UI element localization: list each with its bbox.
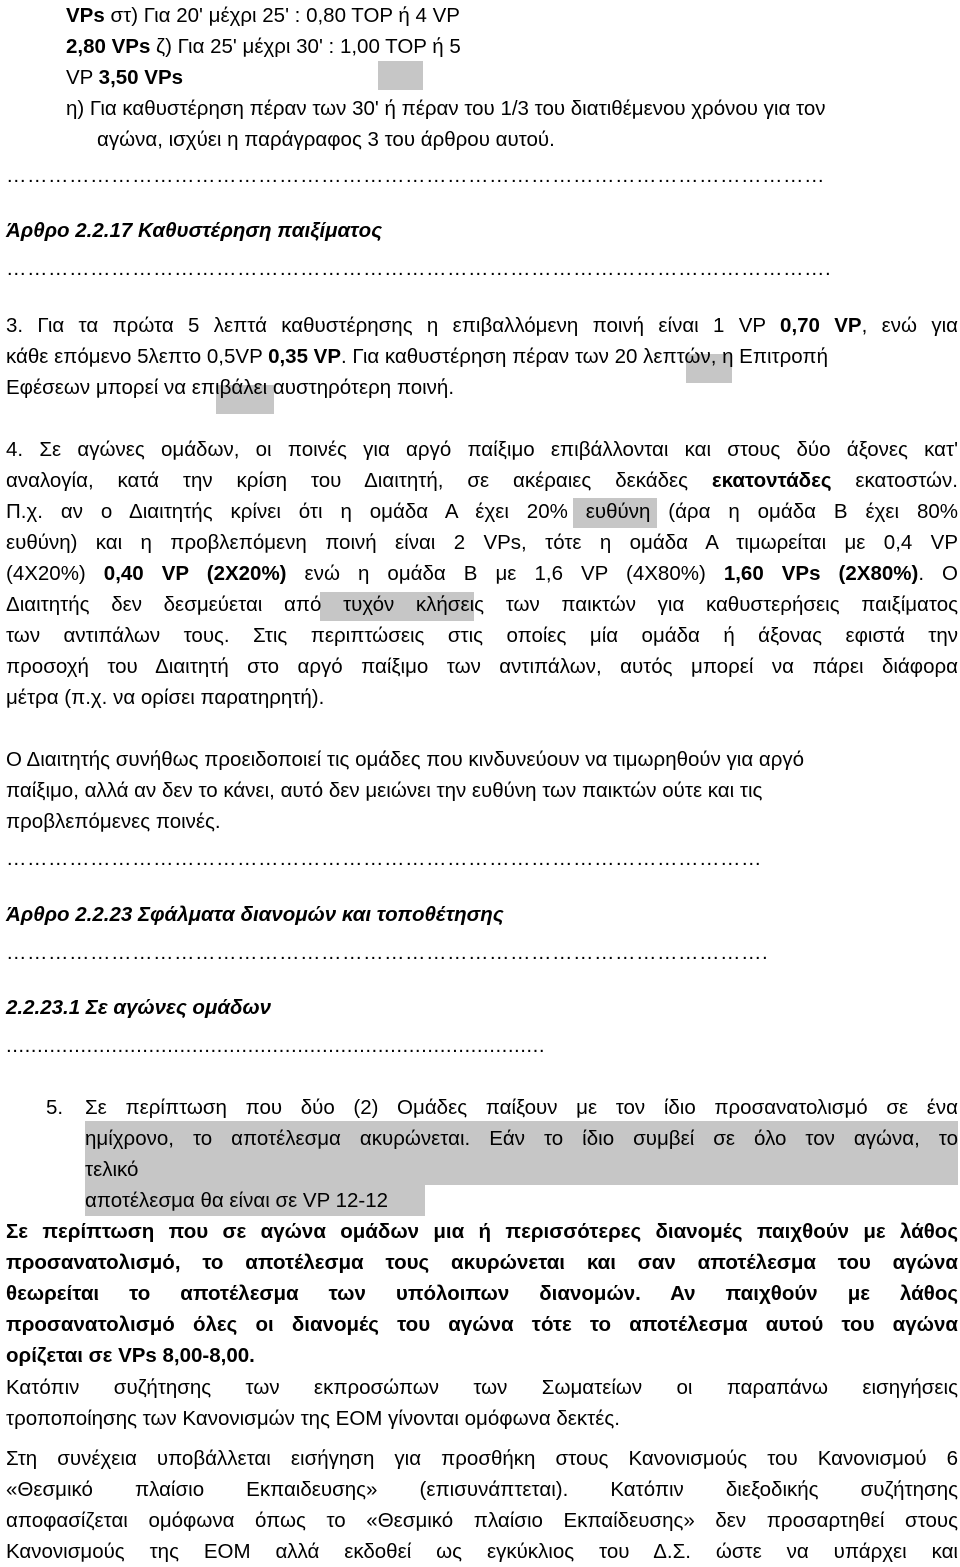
paragraph-4-line-3: Π.χ. αν ο Διαιτητής κρίνει ότι η ομάδα Α έχει 20% ευθύνη (άρα η ομάδα Β έχει 80% [6,500,958,523]
item-5-line-1: Σε περίπτωση που δύο (2) Ομάδες παίξουν με τον ίδιο προσανατολισμό σε ένα [85,1096,958,1119]
paragraph-7-line-1: Στη συνέχεια υποβάλλεται εισήγηση για προσθήκη στους Κανονισμούς του Κανονισμού 6 [6,1447,958,1470]
item-5-line-3: τελικό [85,1158,139,1181]
paragraph-7-line-4: Κανονισμούς της ΕΟΜ αλλά εκδοθεί ως εγκύκλιος του Δ.Σ. ώστε να υπάρχει και [6,1540,958,1563]
dotted-separator: ………………………………………………………………………………………………………. [6,257,832,280]
paragraph-4-line-8: προσοχή του Διαιτητή στο αργό παίξιμο των αντιπάλων, αυτός μπορεί να πάρει διάφορα [6,655,958,678]
paragraph-5-line-1: Ο Διαιτητής συνήθως προειδοποιεί τις ομάδες που κινδυνεύουν να τιμωρηθούν για αργό [6,748,805,771]
dotted-separator: ……………………………………………………………………………………………… [6,847,762,870]
paragraph-7-line-3: αποφασίζεται ομόφωνα όπως το «Θεσμικό πλαίσιο Εκπαίδευσης» δεν προσαρτηθεί στους [6,1509,958,1532]
paragraph-4-line-9: μέτρα (π.χ. να ορίσει παρατηρητή). [6,686,325,709]
paragraph-3-line-3: Εφέσεων μπορεί να επιβάλει αυστηρότερη ποινή. [6,376,455,399]
bold-paragraph-line-5: ορίζεται σε VPs 8,00-8,00. [6,1344,255,1367]
paragraph-6-line-2: τροποποίησης των Κανονισμών της ΕΟΜ γίνονται ομόφωνα δεκτές. [6,1407,620,1430]
article-2-2-23-title: Άρθρο 2.2.23 Σφάλματα διανομών και τοποθέτησης [6,903,504,926]
item-5-number: 5. [46,1096,64,1119]
paragraph-5-line-3: προβλεπόμενες ποινές. [6,810,221,833]
paragraph-5-line-2: παίξιμο, αλλά αν δεν το κάνει, αυτό δεν μειώνει την ευθύνη των παικτών ούτε και τις [6,779,763,802]
dotted-separator: ……………………………………………………………………………………………………… [6,164,825,187]
paragraph-3-line-2: κάθε επόμενο 5λεπτο 0,5VP 0,35 VP. Για καθυστέρηση πέραν των 20 λεπτών, η Επιτροπή [6,345,828,368]
paragraph-4-line-1: 4. Σε αγώνες ομάδων, οι ποινές για αργό παίξιμο επιβάλλονται και στους δύο άξονες κατ' [6,438,958,461]
intro-line-3: VP 3,50 VPs [66,66,184,89]
intro-line-5: αγώνα, ισχύει η παράγραφος 3 του άρθρου αυτού. [97,128,555,151]
intro-line-4: η) Για καθυστέρηση πέραν των 30' ή πέραν του 1/3 του διατιθέμενου χρόνου για τον [66,97,826,120]
paragraph-4-line-5: (4Χ20%) 0,40 VP (2X20%) ενώ η ομάδα Β με 1,6 VP (4X80%) 1,60 VPs (2X80%). Ο [6,562,958,585]
paragraph-4-line-6: Διαιτητής δεν δεσμεύεται από τυχόν κλήσεις των παικτών για καθυστερήσεις παιξίματος [6,593,958,616]
section-2-2-23-1-title: 2.2.23.1 Σε αγώνες ομάδων [6,996,272,1019]
item-5-line-2: ημίχρονο, το αποτέλεσμα ακυρώνεται. Εάν το ίδιο συμβεί σε όλο τον αγώνα, το [85,1127,958,1150]
paragraph-4-line-2: αναλογία, κατά την κρίση του Διαιτητή, σε ακέραιες δεκάδες εκατοντάδες εκατοστών. [6,469,958,492]
intro-line-1: VPs στ) Για 20' μέχρι 25' : 0,80 ΤΟΡ ή 4 VP [66,4,460,27]
paragraph-3-line-1: 3. Για τα πρώτα 5 λεπτά καθυστέρησης η επιβαλλόμενη ποινή είναι 1 VP 0,70 VP, ενώ για [6,314,958,337]
highlight-mark [378,61,423,90]
dotted-separator: ………………………………………………………………………………………………. [6,941,769,964]
bold-paragraph-line-2: προσανατολισμό, το αποτέλεσμα τους ακυρώνεται και σαν αποτέλεσμα του αγώνα [6,1251,958,1274]
paragraph-4-line-4: ευθύνη) και η προβλεπόμενη ποινή είναι 2 VPs, τότε η ομάδα Α τιμωρείται με 0,4 VP [6,531,958,554]
article-2-2-17-title: Άρθρο 2.2.17 Καθυστέρηση παιξίματος [6,219,382,242]
dotted-separator: ....................................................................................... [6,1034,546,1057]
bold-paragraph-line-1: Σε περίπτωση που σε αγώνα ομάδων μια ή περισσότερες διανομές παιχθούν με λάθος [6,1220,958,1243]
paragraph-4-line-7: των αντιπάλων τους. Στις περιπτώσεις στις οποίες μία ομάδα ή άξονας εφιστά την [6,624,958,647]
paragraph-7-line-2: «Θεσμικό πλαίσιο Εκπαιδευσης» (επισυνάπτεται). Κατόπιν διεξοδικής συζήτησης [6,1478,958,1501]
bold-paragraph-line-4: προσανατολισμό όλες οι διανομές του αγώνα τότε το αποτέλεσμα αυτού του αγώνα [6,1313,958,1336]
intro-line-2: 2,80 VPs ζ) Για 25' μέχρι 30' : 1,00 ΤΟΡ ή 5 [66,35,461,58]
item-5-line-4: αποτέλεσμα θα είναι σε VP 12-12 [85,1189,389,1212]
bold-paragraph-line-3: θεωρείται το αποτέλεσμα των υπόλοιπων διανομών. Αν παιχθούν με λάθος [6,1282,958,1305]
paragraph-6-line-1: Κατόπιν συζήτησης των εκπροσώπων των Σωματείων οι παραπάνω εισηγήσεις [6,1376,958,1399]
